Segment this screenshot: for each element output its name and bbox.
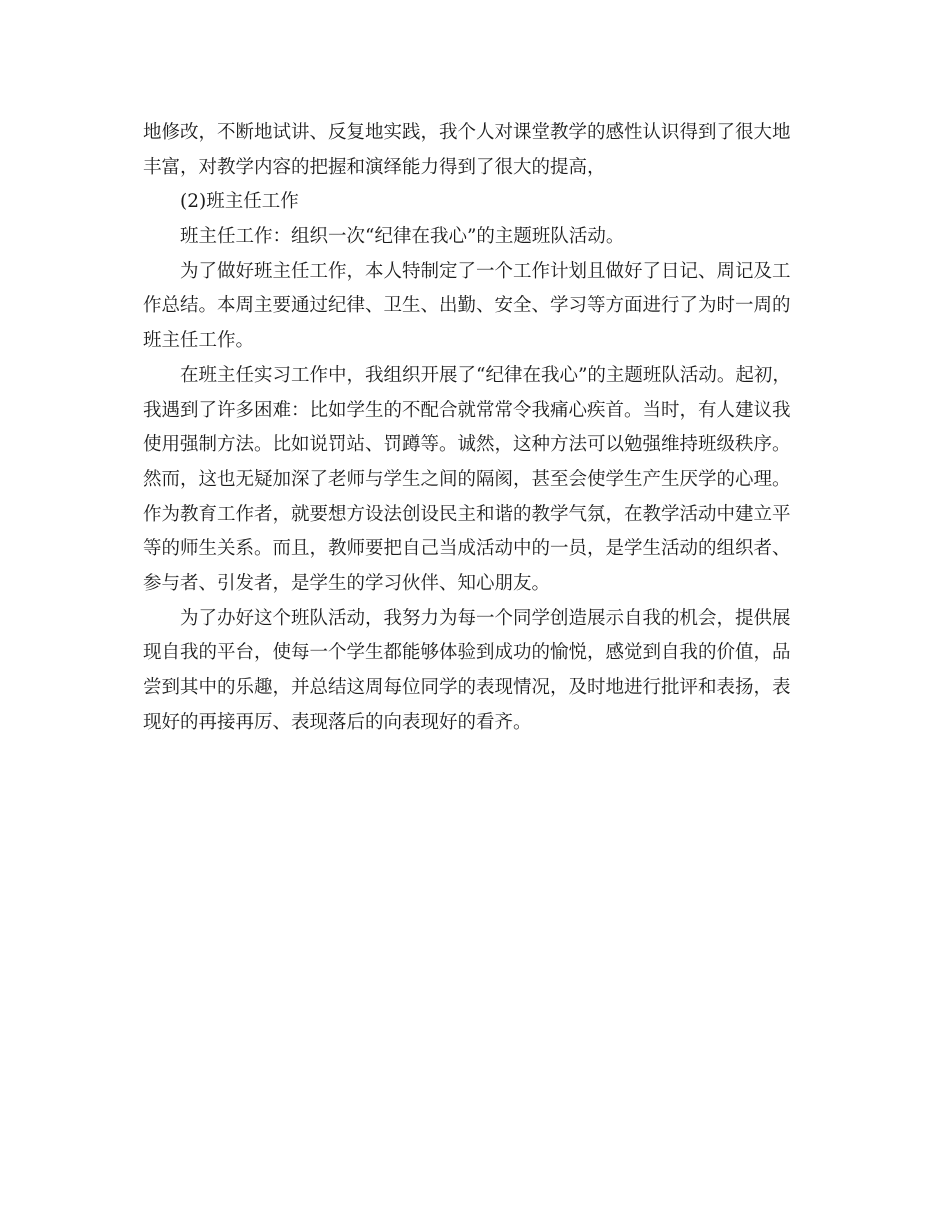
text-line: 为了做好班主任工作，本人特制定了一个工作计划且做好了日记、周记及工: [180, 260, 791, 282]
paragraph-plan: [143, 255, 808, 359]
text-line: 丰富，对教学内容的把握和演绎能力得到了很大的提高，: [143, 156, 606, 178]
text-line: 现好的再接再厉、表现落后的向表现好的看齐。: [143, 711, 532, 733]
paragraph-section-heading: [143, 185, 808, 220]
text-line: 我遇到了许多困难：比如学生的不配合就常常令我痛心疾首。当时，有人建议我: [143, 399, 791, 421]
text-line: 为了办好这个班队活动，我努力为每一个同学创造展示自我的机会，提供展: [180, 607, 791, 629]
text-line: (2)班主任工作: [180, 191, 299, 213]
text-line: 地修改，不断地试讲、反复地实践，我个人对课堂教学的感性认识得到了很大地: [143, 122, 791, 143]
paragraph-experience: [143, 359, 808, 602]
text-line: 在班主任实习工作中，我组织开展了“纪律在我心”的主题班队活动。起初，: [180, 364, 791, 386]
text-line: 尝到其中的乐趣，并总结这周每位同学的表现情况，及时地进行批评和表扬，表: [143, 677, 791, 698]
document-body: [143, 116, 808, 740]
text-line: 等的师生关系。而且，教师要把自己当成活动中的一员，是学生活动的组织者、: [143, 538, 791, 560]
paragraph-task: [143, 220, 808, 255]
text-line: 然而，这也无疑加深了老师与学生之间的隔阂，甚至会使学生产生厌学的心理。: [143, 468, 791, 490]
text-line: 作为教育工作者，就要想方设法创设民主和谐的教学气氛，在教学活动中建立平: [143, 503, 791, 525]
text-line: 现自我的平台，使每一个学生都能够体验到成功的愉悦，感觉到自我的价值，品: [143, 642, 791, 664]
text-line: 班主任工作：组织一次“纪律在我心”的主题班队活动。: [180, 226, 625, 248]
text-line: 班主任工作。: [143, 330, 255, 352]
text-line: 参与者、引发者，是学生的学习伙伴、知心朋友。: [143, 572, 551, 594]
text-line: 作总结。本周主要通过纪律、卫生、出勤、安全、学习等方面进行了为时一周的: [143, 295, 791, 317]
paragraph-continuation: [143, 116, 808, 185]
text-line: 使用强制方法。比如说罚站、罚蹲等。诚然，这种方法可以勉强维持班级秩序。: [143, 434, 791, 456]
paragraph-activity: [143, 602, 808, 741]
